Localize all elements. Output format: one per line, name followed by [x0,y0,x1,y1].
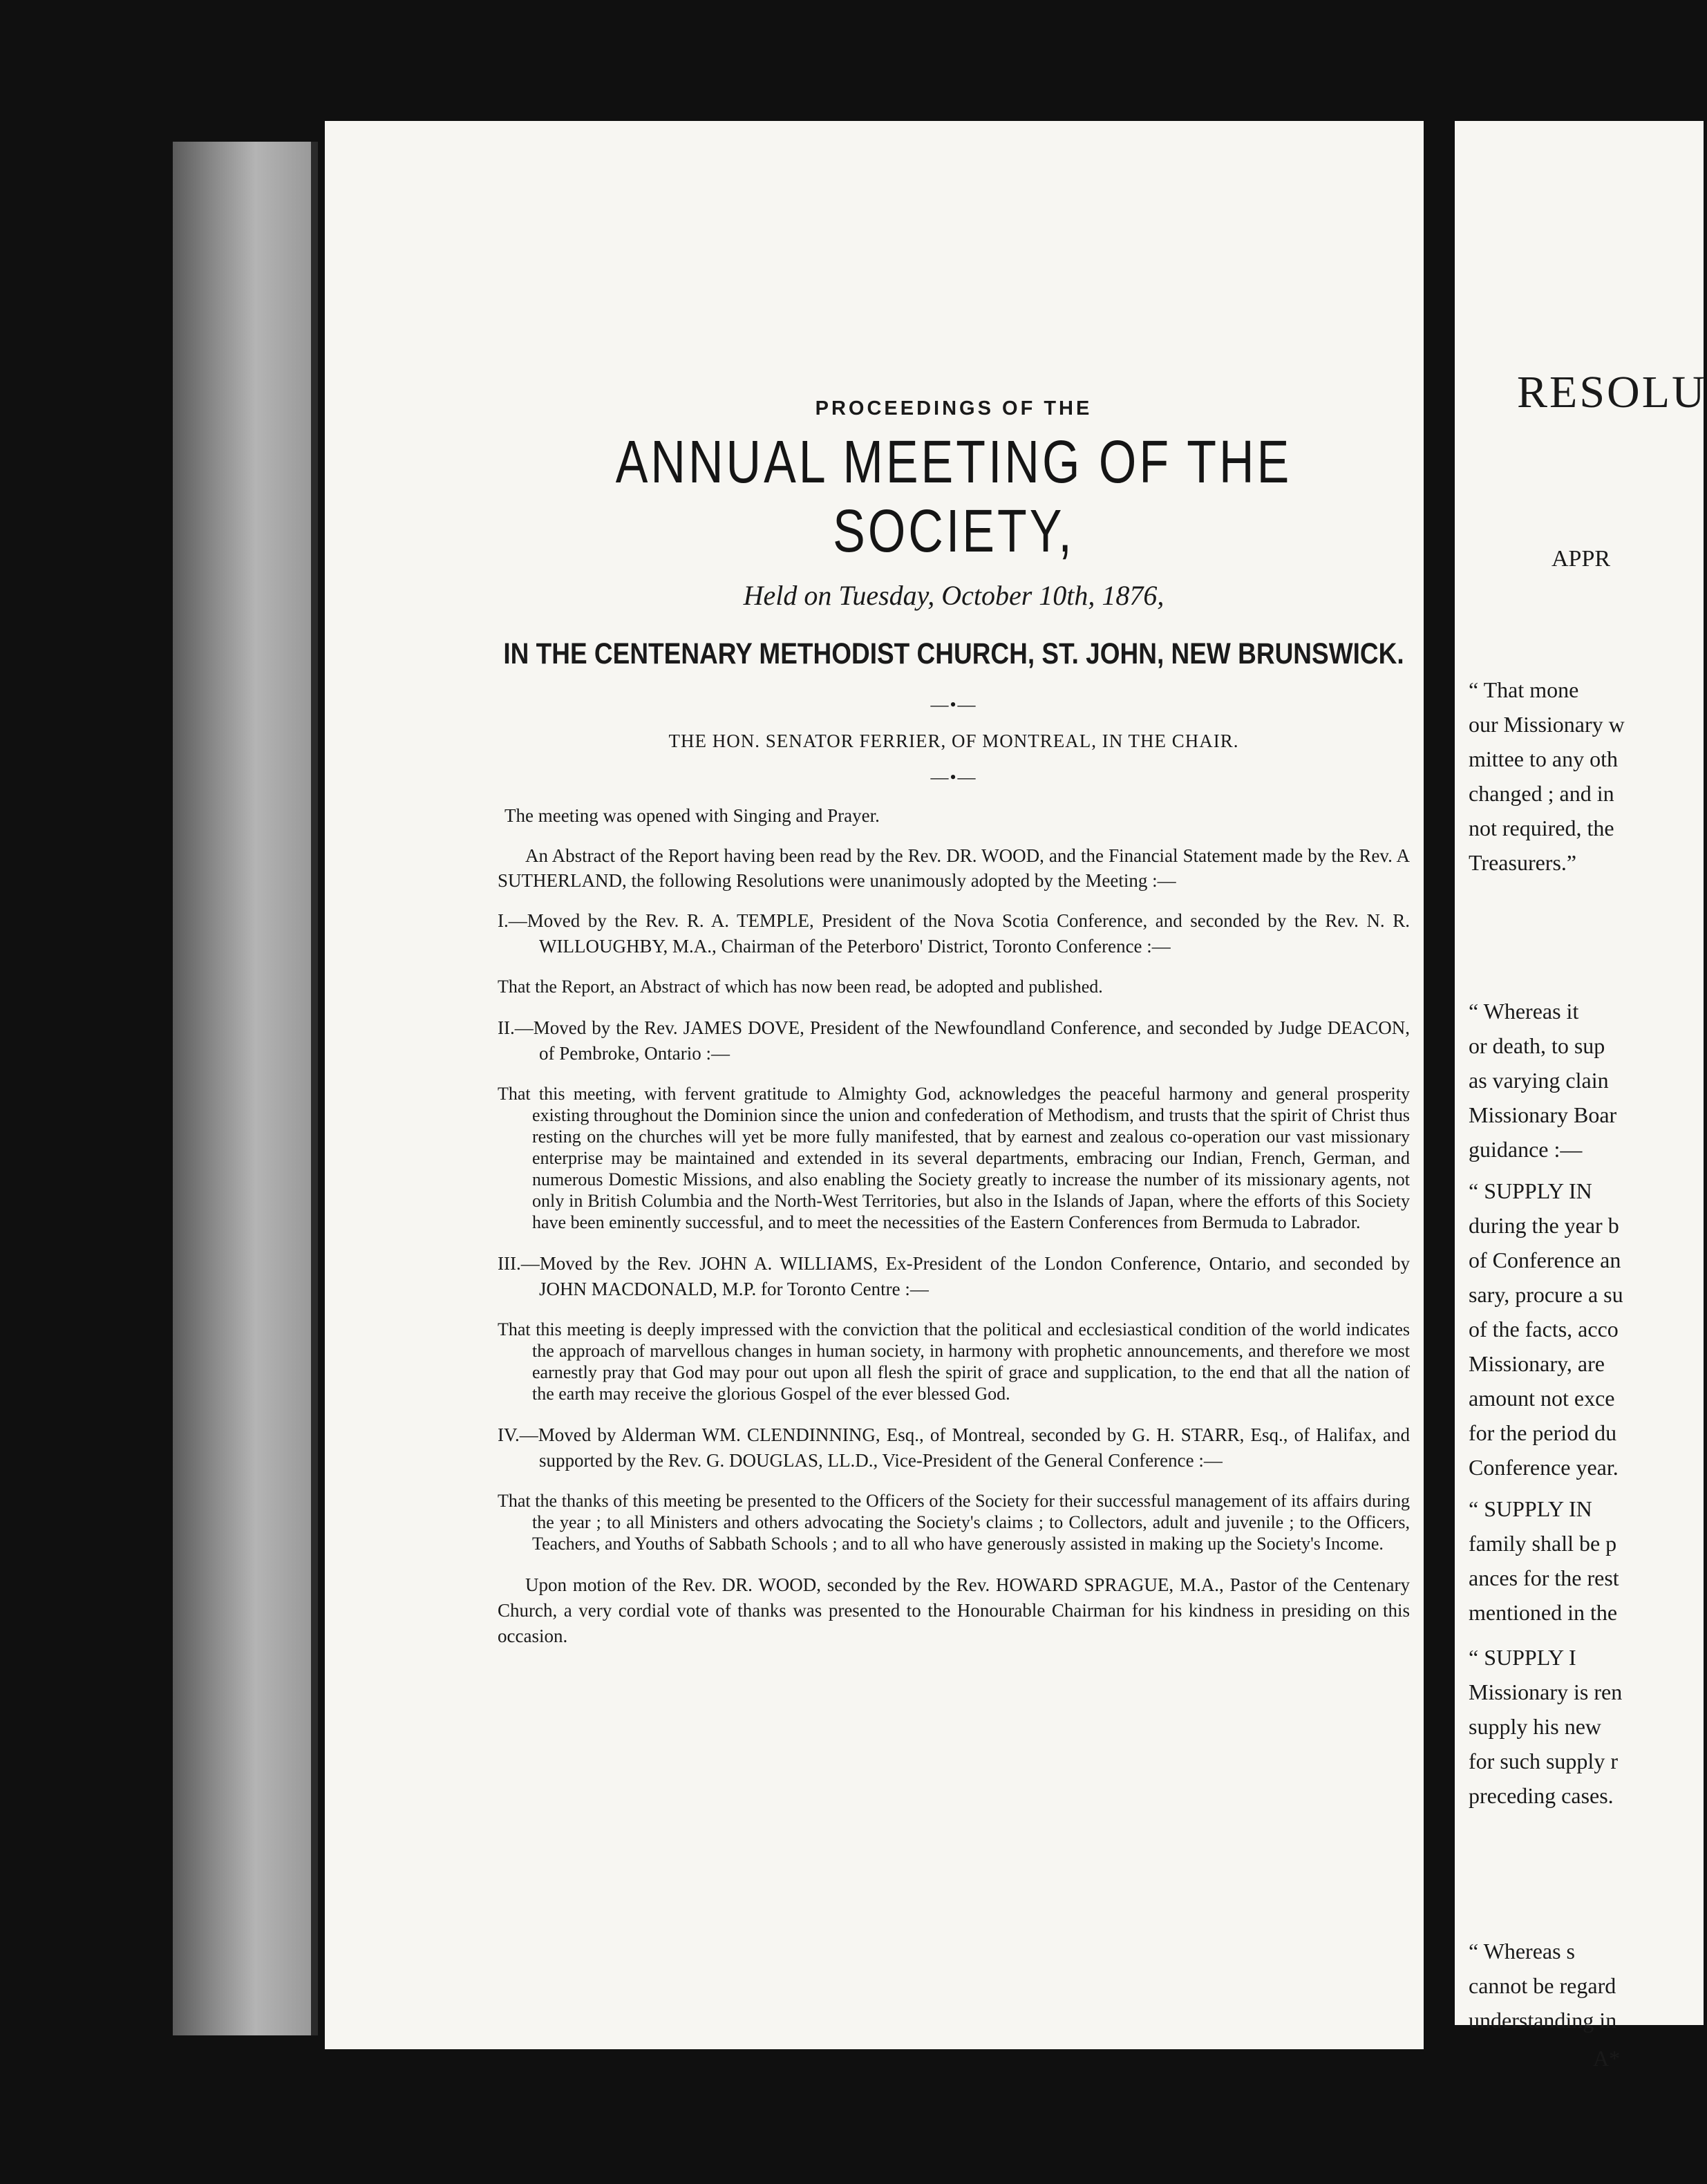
right-page-line: “ SUPPLY IN [1469,1496,1592,1521]
right-page [1455,121,1707,2071]
right-page-line: mentioned in the [1469,1600,1618,1625]
right-page-line: understanding in [1469,2008,1617,2033]
right-page-line: mittee to any oth [1469,746,1618,771]
motion-1: I.—Moved by the Rev. R. A. TEMPLE, President of the Nova Scotia Conference, and seconded by the Rev. N. R. WILLOUGHBY, M.A., Chairman of the Peterboro' District, Toronto Conference :— [498,910,1410,957]
closing-paragraph: Upon motion of the Rev. DR. WOOD, seconded by the Rev. HOWARD SPRAGUE, M.A., Pastor of the Centenary Church, a very cordial vote of thanks was presented to the Honourable Chairman for his kindness in presiding on this occasion. [498,1574,1410,1646]
right-page-line: cannot be regard [1469,1973,1616,1998]
resolution-1: That the Report, an Abstract of which has now been read, be adopted and published. [498,977,1103,997]
meeting-date: Held on Tuesday, October 10th, 1876, [743,580,1164,611]
right-page-line: A* [1593,2046,1621,2071]
motion-4: IV.—Moved by Alderman WM. CLENDINNING, Esq., of Montreal, seconded by G. H. STARR, Esq., of Halifax, and supported by the Rev. G. DOUGLAS, LL.D., Vice-President of the General Conference :— [498,1424,1410,1471]
right-page-line: supply his new [1469,1714,1601,1739]
ornament-divider-2: —•— [930,767,977,787]
right-page-line: “ SUPPLY IN [1469,1178,1592,1203]
right-page-line: sary, procure a su [1469,1282,1623,1307]
right-page-line: Missionary, are [1469,1351,1605,1376]
right-page-line: family shall be p [1469,1531,1617,1556]
left-page-content [498,397,1410,1649]
left-page [325,121,1424,2049]
kicker: PROCEEDINGS OF THE [815,397,1093,420]
opening-line: The meeting was opened with Singing and Prayer. [504,805,880,826]
chair-line: THE HON. SENATOR FERRIER, OF MONTREAL, IN THE CHAIR. [668,731,1239,751]
book-edge [173,142,311,2035]
right-page-line: Conference year. [1469,1455,1619,1480]
right-page-line: of the facts, acco [1469,1317,1619,1342]
right-page-line: not required, the [1469,816,1614,840]
right-page-line: amount not exce [1469,1386,1615,1411]
right-page-line: Missionary Boar [1469,1102,1617,1127]
right-page-line: during the year b [1469,1213,1619,1238]
right-page-line: changed ; and in [1469,781,1614,806]
right-page-line: ances for the rest [1469,1565,1619,1590]
right-page-line: our Missionary w [1469,712,1625,737]
right-page-line: of Conference an [1469,1248,1621,1272]
right-page-line: or death, to sup [1469,1033,1605,1058]
ornament-divider: —•— [930,695,977,715]
right-page-line: “ Whereas s [1469,1939,1575,1964]
right-page-line: as varying clain [1469,1068,1609,1093]
page-title: ANNUAL MEETING OF THE SOCIETY, [615,428,1292,565]
right-page-line: Treasurers.” [1469,850,1577,875]
motion-3: III.—Moved by the Rev. JOHN A. WILLIAMS, Ex-President of the London Conference, Ontario, and seconded by JOHN MACDONALD, M.P. for Toronto Centre :— [498,1253,1410,1299]
meeting-place: IN THE CENTENARY METHODIST CHURCH, ST. JOHN, NEW BRUNSWICK. [503,637,1404,670]
right-page-line: “ Whereas it [1469,999,1579,1024]
right-page-line: “ SUPPLY I [1469,1645,1576,1670]
right-page-title: RESOLU [1517,367,1707,417]
right-page-line: “ That mone [1469,677,1579,702]
right-page-line: for the period du [1469,1420,1617,1445]
intro-paragraph: An Abstract of the Report having been read by the Rev. DR. WOOD, and the Financial Statement made by the Rev. A SUTHERLAND, the following Resolutions were unanimously adopted by the Meeting :— [498,845,1410,891]
motion-2: II.—Moved by the Rev. JAMES DOVE, President of the Newfoundland Conference, and seconded by Judge DEACON, of Pembroke, Ontario :— [498,1017,1410,1064]
right-page-line: Missionary is ren [1469,1679,1623,1704]
resolution-3: That this meeting is deeply impressed with the conviction that the political and ecclesiastical condition of the world indicates the approach of marvellous changes in human society, in harmony with prophetic announcements, and therefore we most earnestly pray that God may pour out upon all flesh the spirit of grace and supplication, to the end that all the nation of the earth may receive the glorious Gospel of the ever blessed God. [498,1319,1410,1404]
resolution-4: That the thanks of this meeting be presented to the Officers of the Society for their successful management of its affairs during the year ; to all Ministers and others advocating the Society's claims ; to Collectors, adult and juvenile ; to the Officers, Teachers, and Youths of Sabbath Schools ; and to all who have generously assisted in making up the Society's Income. [498,1491,1410,1554]
resolution-2: That this meeting, with fervent gratitude to Almighty God, acknowledges the peaceful harmony and general prosperity existing throughout the Dominion since the union and confederation of Methodism, and trusts that the spirit of Christ thus resting on the churches will yet be more fully manifested, that by earnest and zealous co-operation our vast missionary enterprise may be maintained and extended in its several departments, embracing our Indian, French, German, and numerous Domestic Missions, and also enabling the Society greatly to increase the number of its missionary agents, not only in British Columbia and the North-West Territories, but also in the Islands of Japan, where the efforts of this Society have been eminently successful, and to meet the necessities of the Eastern Conferences from Bermuda to Labrador. [498,1084,1410,1232]
right-page-line: for such supply r [1469,1749,1618,1773]
right-page-line: preceding cases. [1469,1783,1614,1808]
right-page-line: guidance :— [1469,1137,1583,1162]
right-page-subheading: APPR [1552,546,1611,572]
